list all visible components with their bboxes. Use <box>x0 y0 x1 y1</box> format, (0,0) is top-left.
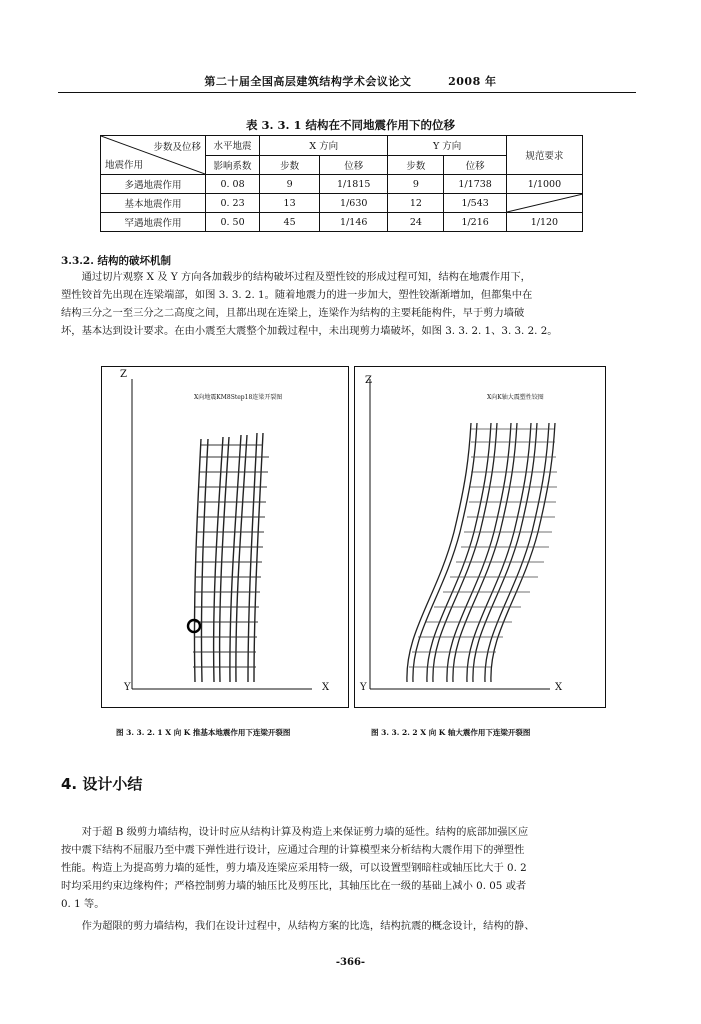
figure-1-shear-walls <box>194 433 263 682</box>
table-corner-cell <box>101 136 206 175</box>
paragraph-failure-mechanism: 通过切片观察 X 及 Y 方向各加载步的结构破坏过程及塑性铰的形成过程可知，结构在地震作用下， 塑性铰首先出现在连梁端部，如图 3. 3. 2. 1。随着地震力的进一步加大，塑性铰渐渐增加，但都集中在 结构三分之一至三分之二高度之间，且都出现在连梁上，连梁作为结构的主要耗能构件，早于剪力墙破 坏，基本达到设计要求。在由小震至大震整个加载过程中，未出现剪力墙破坏，如图 3. 3. 2. 1、3. 3. 2. 2。 <box>61 271 558 337</box>
req-empty-cell <box>506 194 582 213</box>
col-x-steps: 步数 <box>260 155 320 175</box>
col-x-direction: X 方向 <box>260 136 388 156</box>
corner-top-label: 步数及位移 <box>153 142 201 153</box>
displacement-table <box>100 135 583 232</box>
fig2-y-label: Y <box>360 682 367 693</box>
figure-1-plot <box>102 367 348 707</box>
fig2-z-label: Z <box>365 375 372 386</box>
running-header <box>0 73 701 89</box>
figure-1-frame <box>101 366 349 708</box>
col-y-steps: 步数 <box>388 155 444 175</box>
cell-diagonal <box>507 194 583 212</box>
header-title: 第二十届全国高层建筑结构学术会议论文 <box>204 75 412 88</box>
header-rule <box>58 92 636 93</box>
figure-2-frame <box>354 366 606 708</box>
table-row: 罕遇地震作用 0. 50 45 1/146 24 1/216 1/120 <box>101 213 583 232</box>
fig2-title: X向K轴大震塑性铰图 <box>487 394 544 401</box>
col-coef-1: 水平地震 <box>206 136 260 156</box>
paragraph-continuation: 作为超限的剪力墙结构，我们在设计过程中，从结构方案的比选，结构抗震的概念设计，结构的静、 <box>81 920 535 932</box>
col-x-disp: 位移 <box>320 155 388 175</box>
corner-bottom-label: 地震作用 <box>105 160 144 171</box>
figure-2-plot <box>355 367 605 707</box>
figure-2-shear-walls <box>407 423 555 682</box>
paragraph-summary: 对于超 B 级剪力墙结构，设计时应从结构计算及构造上来保证剪力墙的延性。结构的底部加强区应 按中震下结构不屈服乃至中震下弹性进行设计，应通过合理的计算模型来分析结构大震作用下的弹塑性 性能。构造上为提高剪力墙的延性，剪力墙及连梁应采用特一级，可以设置型钢暗柱或轴压比大于 0. 2 时均采用约束边缘构件；严格控制剪力墙的轴压比及剪压比，其轴压比在一级的基础上减小 0. 05 或者 0. 1 等。 <box>61 826 529 910</box>
section-heading-332: 3.3.2. 结构的破坏机制 <box>61 255 172 267</box>
header-year: 2008 年 <box>448 75 497 88</box>
fig1-z-label: Z <box>120 369 127 380</box>
fig2-x-label: X <box>555 682 563 693</box>
figure-1-caption: 图 3. 3. 2. 1 X 向 K 推基本地震作用下连梁开裂图 <box>116 728 291 737</box>
col-spec: 规范要求 <box>506 136 582 175</box>
fig1-title: X向地震KM8Step18连梁开裂图 <box>194 394 283 401</box>
fig1-y-label: Y <box>124 682 131 693</box>
table-row: 多遇地震作用 0. 08 9 1/1815 9 1/1738 1/1000 <box>101 175 583 194</box>
page-number: -366- <box>335 957 366 968</box>
col-y-disp: 位移 <box>444 155 506 175</box>
col-y-direction: Y 方向 <box>388 136 506 156</box>
figure-2-caption: 图 3. 3. 2. 2 X 向 K 轴大震作用下连梁开裂图 <box>371 728 531 737</box>
table-caption: 表 3. 3. 1 结构在不同地震作用下的位移 <box>245 118 456 132</box>
table-row: 基本地震作用 0. 23 13 1/630 12 1/543 <box>101 194 583 213</box>
col-coef-2: 影响系数 <box>206 155 260 175</box>
fig1-x-label: X <box>322 682 330 693</box>
figure-2-coupling-beams <box>409 429 557 667</box>
section-heading-4: 4. 设计小结 <box>61 775 143 793</box>
